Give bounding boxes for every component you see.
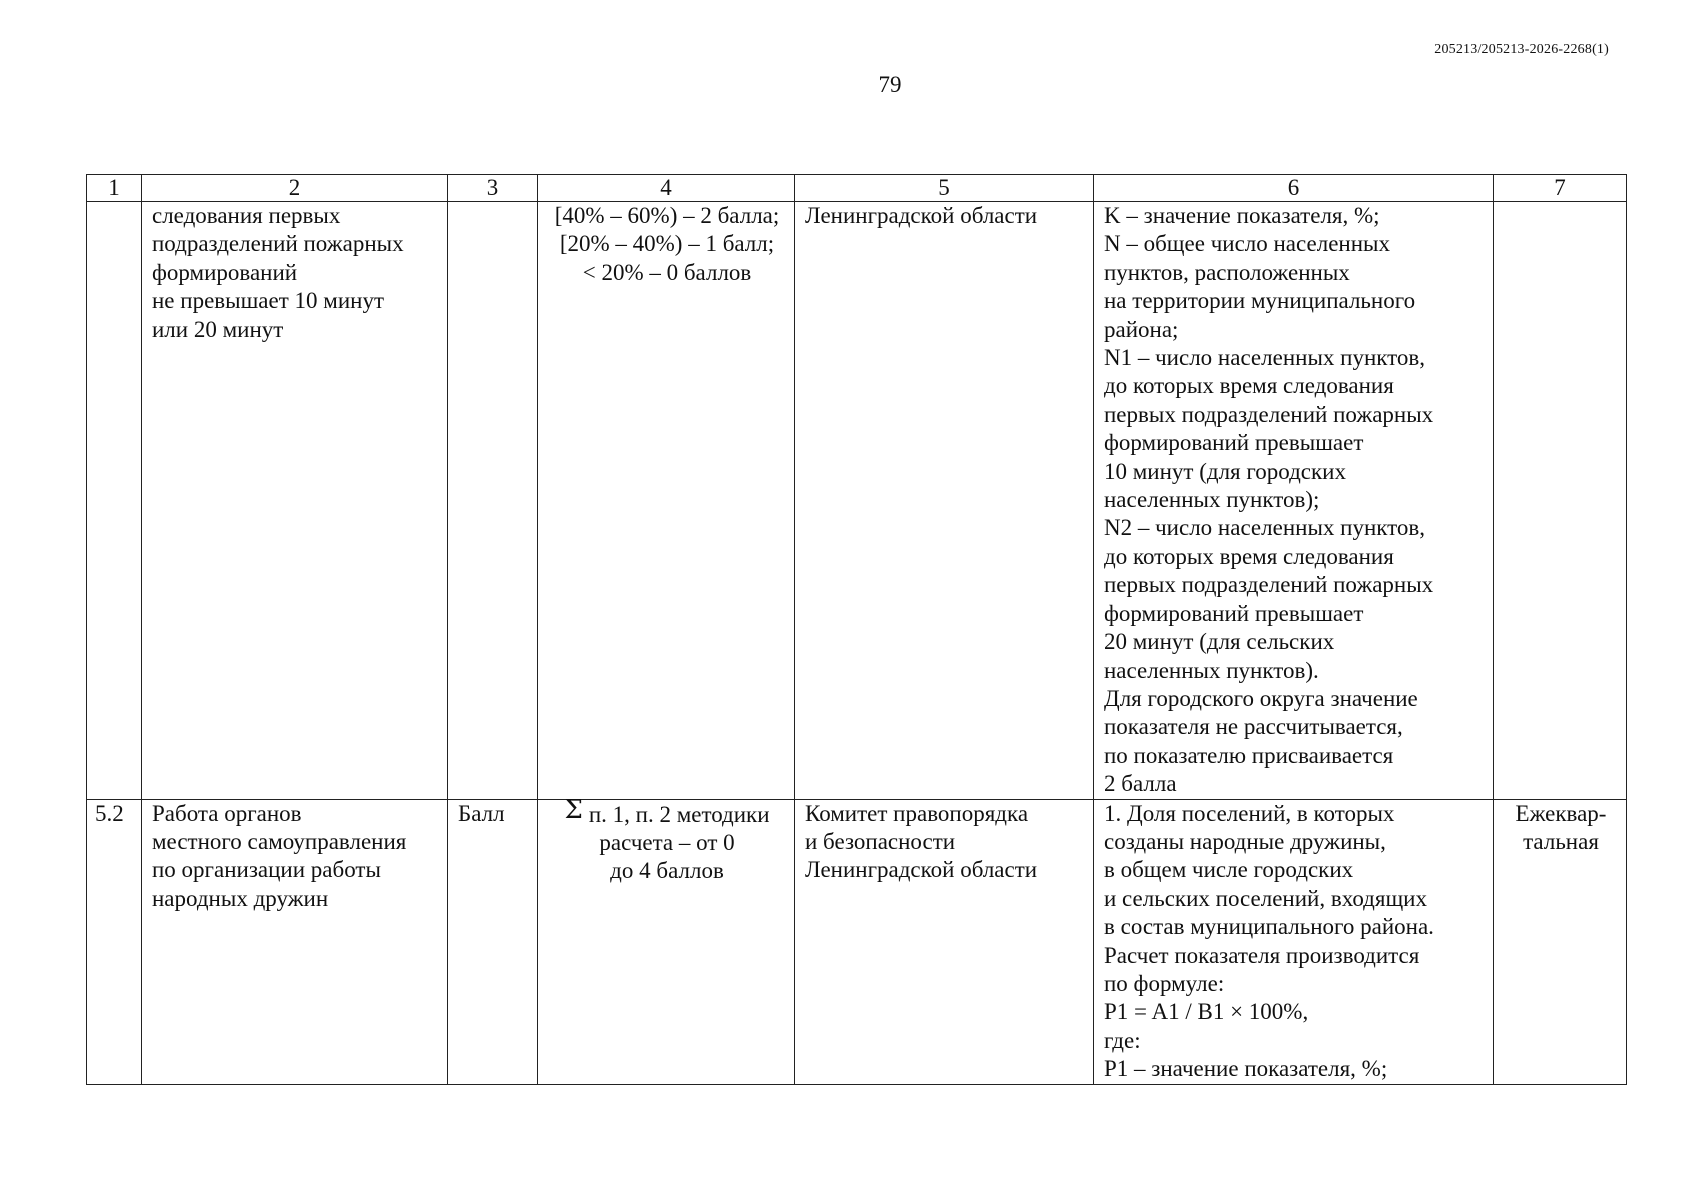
cell-text-line: формирований превышает: [1104, 430, 1364, 456]
cell-text-line: до которых время следования: [1104, 373, 1394, 399]
frequency-cell: [1494, 202, 1627, 800]
cell-text-line: населенных пунктов);: [1104, 487, 1320, 513]
cell-text-line: местного самоуправления: [152, 828, 407, 854]
cell-text-line: до которых время следования: [1104, 543, 1394, 569]
header-col-2: 2: [142, 175, 448, 202]
table-row: [87, 202, 1627, 800]
cell-text-line: 2 балла: [1104, 771, 1177, 797]
table-header-row: [87, 175, 1627, 202]
cell-text-line: формирований превышает: [1104, 600, 1364, 626]
indicator-table: [86, 174, 1627, 1085]
table-row: [87, 799, 1627, 1084]
cell-text-line: N2 – число населенных пунктов,: [1104, 515, 1425, 541]
cell-text-line: Работа органов: [152, 800, 302, 826]
header-col-6: 6: [1094, 175, 1494, 202]
cell-text-line: Ежеквар-: [1515, 800, 1607, 826]
indicator-name-cell: [142, 202, 448, 800]
cell-text-line: или 20 минут: [152, 316, 284, 342]
cell-text-line: расчета – от 0: [599, 829, 735, 855]
cell-text-line: Ленинградской области: [805, 857, 1038, 883]
cell-text-line: по формуле:: [1104, 970, 1225, 996]
page-number: 79: [878, 72, 902, 97]
cell-text-line: формирований: [152, 259, 298, 285]
document-id: 205213/205213-2026-2268(1): [1434, 42, 1609, 57]
cell-text-line: народных дружин: [152, 885, 329, 911]
cell-text-line: Ленинградской области: [805, 203, 1038, 228]
cell-text-line: подразделений пожарных: [152, 231, 404, 257]
header-col-3: 3: [448, 175, 538, 202]
header-col-4: 4: [538, 175, 795, 202]
cell-text-line: N1 – число населенных пунктов,: [1104, 345, 1425, 371]
cell-text-line: и сельских поселений, входящих: [1104, 885, 1427, 911]
indicator-name-cell: [142, 799, 448, 1084]
sum-label: п. 1, п. 2 методики: [588, 801, 770, 827]
cell-text-line: тальная: [1523, 828, 1599, 854]
cell-text-line: 1. Доля поселений, в которых: [1104, 800, 1395, 826]
cell-text-line: K – значение показателя, %;: [1104, 203, 1380, 228]
cell-text-line: и безопасности: [805, 828, 956, 854]
cell-text-line: населенных пунктов).: [1104, 657, 1319, 683]
cell-text-line: первых подразделений пожарных: [1104, 401, 1434, 427]
sum-icon: Σ: [564, 794, 583, 825]
scoring-cell: [538, 794, 795, 1084]
header-col-1: 1: [87, 175, 142, 202]
row-number-cell: [87, 202, 142, 800]
responsible-body-cell: [795, 202, 1094, 800]
cell-text-line: пунктов, расположенных: [1104, 259, 1350, 285]
cell-text-line: не превышает 10 минут: [152, 288, 384, 314]
cell-text-line: P1 – значение показателя, %;: [1104, 1056, 1388, 1082]
scoring-cell: [538, 202, 795, 800]
cell-text-line: первых подразделений пожарных: [1104, 572, 1434, 598]
cell-text-line: созданы народные дружины,: [1104, 828, 1386, 854]
cell-text-line: района;: [1104, 316, 1179, 342]
cell-text-line: 10 минут (для городских: [1104, 458, 1346, 484]
cell-text-line: N – общее число населенных: [1104, 231, 1390, 257]
cell-text-line: [548, 794, 786, 829]
cell-text-line: где:: [1104, 1027, 1141, 1053]
cell-text-line: в состав муниципального района.: [1104, 914, 1434, 940]
cell-text-line: < 20% – 0 баллов: [582, 259, 752, 285]
calculation-method-cell: [1094, 202, 1494, 800]
cell-text-line: до 4 баллов: [610, 858, 724, 884]
cell-text-line: Для городского округа значение: [1104, 685, 1418, 711]
cell-text-line: следования первых: [152, 203, 341, 228]
row-number-cell: 5.2: [87, 799, 142, 1084]
unit-cell: [448, 202, 538, 800]
header-col-5: 5: [795, 175, 1094, 202]
cell-text-line: [20% – 40%) – 1 балл;: [559, 231, 775, 257]
cell-text-line: [40% – 60%) – 2 балла;: [554, 203, 780, 228]
cell-text-line: по показателю присваивается: [1104, 742, 1394, 768]
cell-text-line: P1 = A1 / B1 × 100%,: [1104, 999, 1309, 1025]
cell-text-line: показателя не рассчитывается,: [1104, 714, 1403, 740]
cell-text-line: Расчет показателя производится: [1104, 942, 1420, 968]
cell-text-line: на территории муниципального: [1104, 288, 1416, 314]
calculation-method-cell: [1094, 799, 1494, 1084]
frequency-cell: [1494, 799, 1627, 1084]
cell-text-line: в общем числе городских: [1104, 857, 1354, 883]
responsible-body-cell: [795, 799, 1094, 1084]
header-col-7: 7: [1494, 175, 1627, 202]
cell-text-line: Комитет правопорядка: [805, 800, 1029, 826]
unit-cell: Балл: [448, 799, 538, 1084]
cell-text-line: по организации работы: [152, 857, 381, 883]
cell-text-line: 20 минут (для сельских: [1104, 629, 1335, 655]
